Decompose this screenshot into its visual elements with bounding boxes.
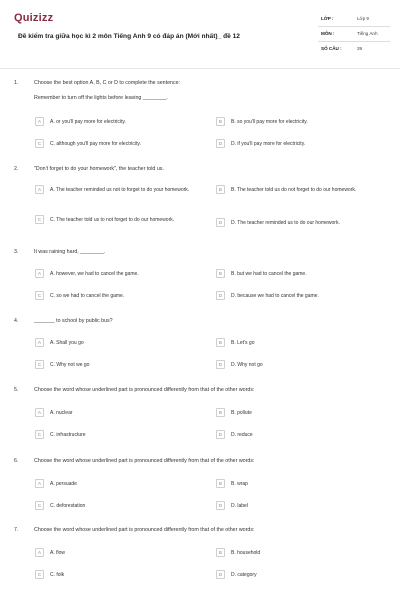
question-number: 3.	[14, 249, 19, 255]
question-number: 7.	[14, 527, 19, 533]
option-b[interactable]: B B. pollute	[216, 408, 376, 420]
option-a[interactable]: A A. persuade	[35, 479, 195, 491]
option-b[interactable]: B B. Let's go	[216, 338, 376, 350]
option-c[interactable]: C C. Why not we go	[35, 360, 195, 372]
option-c[interactable]: C C. The teacher told us to not forget to do our homework.	[35, 215, 195, 227]
option-b[interactable]: B B. wrap	[216, 479, 376, 491]
question-text: _______ to school by public bus?	[34, 318, 113, 324]
option-b[interactable]: B B. but we had to cancel the game.	[216, 269, 376, 281]
option-d[interactable]: D D. label	[216, 501, 376, 513]
option-c[interactable]: C C. although you'll pay more for electricity.	[35, 139, 195, 151]
question-number: 2.	[14, 166, 19, 172]
question-text: Choose the word whose underlined part is pronounced differently from that of the other words:	[34, 527, 255, 533]
option-b[interactable]: B B. The teacher told us do not forget to do our homework.	[216, 185, 376, 197]
option-b[interactable]: B B. household	[216, 548, 376, 560]
option-a[interactable]: A A. or you'll pay more for electricity.	[35, 117, 195, 129]
page-title: Đề kiểm tra giữa học kì 2 môn Tiếng Anh 9 có đáp án (Mới nhất)_ đề 12	[18, 33, 240, 40]
question-number: 5.	[14, 387, 19, 393]
option-d[interactable]: D D. reduce	[216, 430, 376, 442]
quizizz-logo: Quizizz	[14, 12, 54, 24]
question-sentence: Remember to turn off the lights before leaving ________.	[34, 95, 168, 101]
option-c[interactable]: C C. so we had to cancel the game.	[35, 291, 195, 303]
question-text: Choose the word whose underlined part is pronounced differently from that of the other words:	[34, 387, 255, 393]
question-text: Choose the best option A, B, C or D to complete the sentence:	[34, 80, 181, 86]
option-c[interactable]: C C. folk	[35, 570, 195, 582]
option-a[interactable]: A A. Shall you go	[35, 338, 195, 350]
question-number: 4.	[14, 318, 19, 324]
question-number: 1.	[14, 80, 19, 86]
header-divider	[0, 68, 400, 69]
question-text: Choose the word whose underlined part is pronounced differently from that of the other words:	[34, 458, 255, 464]
option-d[interactable]: D D. Why not go	[216, 360, 376, 372]
option-d[interactable]: D D. The teacher reminded us to do our homework.	[216, 218, 376, 230]
question-text: "Don't forget to do your homework", the teacher told us.	[34, 166, 164, 172]
worksheet-header: Quizizz Đề kiểm tra giữa học kì 2 môn Tiếng Anh 9 có đáp án (Mới nhất)_ đề 12 LỚP : Lớp 9 MÔN : Tiếng Anh SỐ CÂU : 39	[0, 0, 400, 68]
option-a[interactable]: A A. The teacher reminded us not to forget to do your homework.	[35, 185, 195, 197]
option-d[interactable]: D D. if you'll pay more for electricity.	[216, 139, 376, 151]
option-c[interactable]: C C. deforestation	[35, 501, 195, 513]
option-a[interactable]: A A. nuclear	[35, 408, 195, 420]
meta-divider	[318, 26, 390, 27]
question-text: It was raining hard, ________.	[34, 249, 106, 255]
option-d[interactable]: D D. because we had to cancel the game.	[216, 291, 376, 303]
option-a[interactable]: A A. however, we had to cancel the game.	[35, 269, 195, 281]
option-b[interactable]: B B. so you'll pay more for electricity.	[216, 117, 376, 129]
option-d[interactable]: D D. category	[216, 570, 376, 582]
question-number: 6.	[14, 458, 19, 464]
meta-divider	[318, 41, 390, 42]
option-a[interactable]: A A. flow	[35, 548, 195, 560]
option-c[interactable]: C C. infrastructure	[35, 430, 195, 442]
